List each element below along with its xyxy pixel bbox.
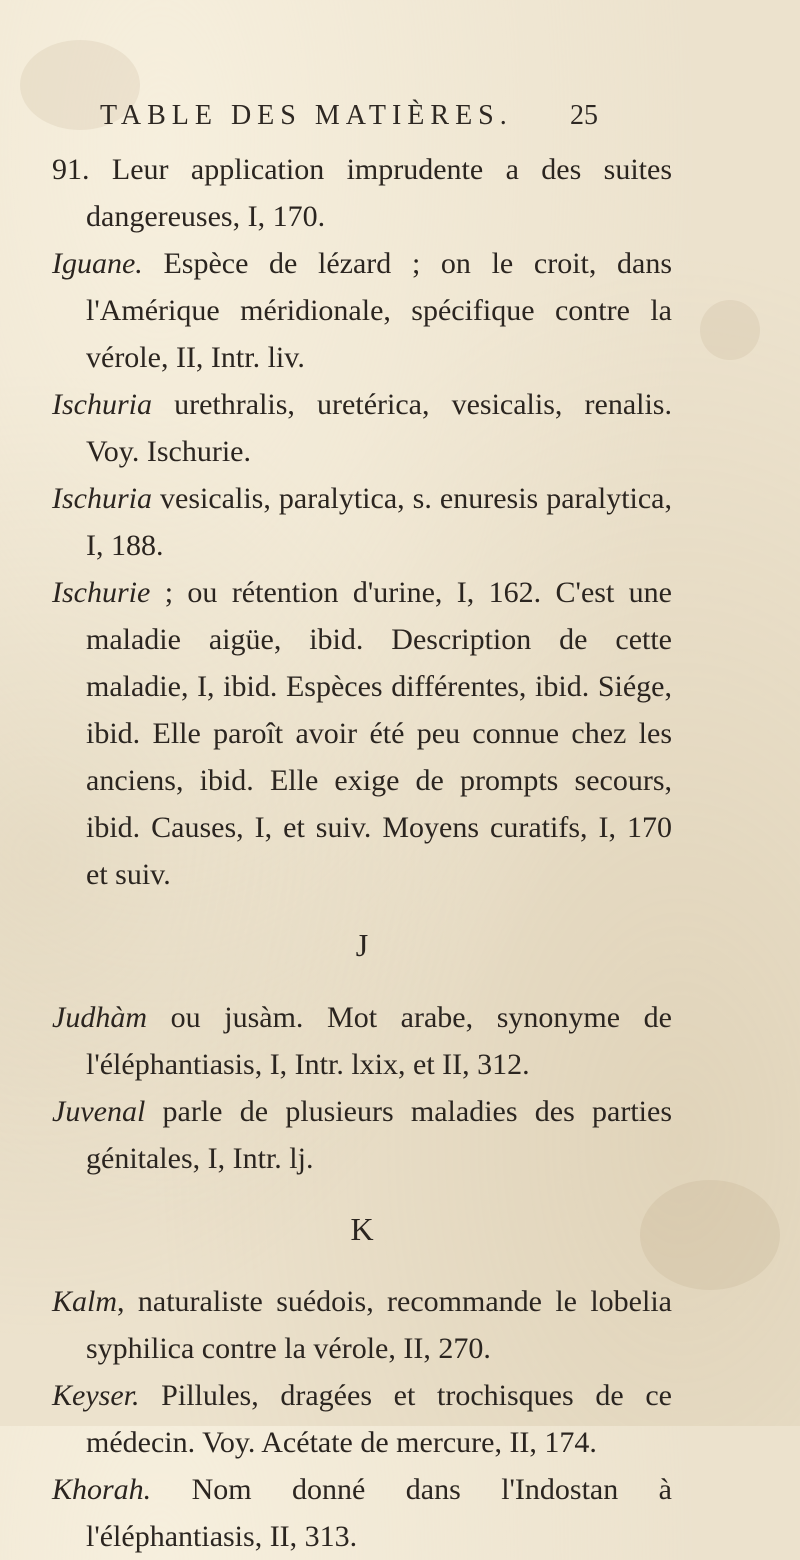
- index-body: [52, 146, 672, 1560]
- entry-text: Espèce de lézard ; on le croit, dans l'Amérique méridionale, spécifique contre la vérole, II, Intr. liv.: [86, 247, 672, 374]
- page-header: [0, 100, 800, 140]
- entry-text: parle de plusieurs maladies des parties génitales, I, Intr. lj.: [86, 1095, 672, 1175]
- section-letter: J: [355, 927, 369, 963]
- running-title: TABLE DES MATIÈRES.: [100, 100, 513, 131]
- entry-headword: Kalm: [52, 1285, 118, 1318]
- entry-headword: Ischurie: [52, 576, 151, 609]
- index-entry: [52, 1372, 672, 1466]
- section-letter: K: [350, 1211, 374, 1247]
- index-entry: [52, 146, 672, 240]
- entry-headword: Ischuria: [52, 482, 152, 515]
- entry-text: ; ou rétention d'urine, I, 162. C'est une maladie aigüe, ibid. Description de cette maladie, I, ibid. Espèces différentes, ibid. Siége, ibid. Elle paroît avoir été peu connue chez les anciens, ibid. Elle exige de prompts secours, ibid. Causes, I, et suiv. Moyens curatifs, I, 170 et suiv.: [86, 576, 672, 891]
- index-entry: [52, 475, 672, 569]
- index-entry: [52, 569, 672, 898]
- index-entry: [52, 1088, 672, 1182]
- index-entry: [52, 381, 672, 475]
- entry-text: Pillules, dragées et trochisques de ce médecin. Voy. Acétate de mercure, II, 174.: [86, 1379, 672, 1459]
- index-entry: [52, 1466, 672, 1560]
- entry-text: ou jusàm. Mot arabe, synonyme de l'éléphantiasis, I, Intr. lxix, et II, 312.: [86, 1001, 672, 1081]
- paper-stain: [700, 300, 760, 360]
- entry-headword: Judhàm: [52, 1001, 147, 1034]
- index-entry: [52, 1278, 672, 1372]
- entry-text: vesicalis, paralytica, s. enuresis paralytica, I, 188.: [86, 482, 672, 562]
- entry-text: urethralis, uretérica, vesicalis, renalis. Voy. Ischurie.: [86, 388, 672, 468]
- entry-headword: Khorah.: [52, 1473, 152, 1506]
- entry-headword: Juvenal: [52, 1095, 146, 1128]
- entry-text: 91. Leur application imprudente a des suites dangereuses, I, 170.: [52, 153, 672, 233]
- entry-text: Nom donné dans l'Indostan à l'éléphantiasis, II, 313.: [86, 1473, 672, 1553]
- index-entry: [52, 994, 672, 1088]
- entry-text: , naturaliste suédois, recommande le lobelia syphilica contre la vérole, II, 270.: [86, 1285, 672, 1365]
- entry-headword: Ischuria: [52, 388, 152, 421]
- index-entry: [52, 240, 672, 381]
- entry-headword: Keyser.: [52, 1379, 140, 1412]
- entry-headword: Iguane.: [52, 247, 143, 280]
- page-number: 25: [570, 100, 598, 131]
